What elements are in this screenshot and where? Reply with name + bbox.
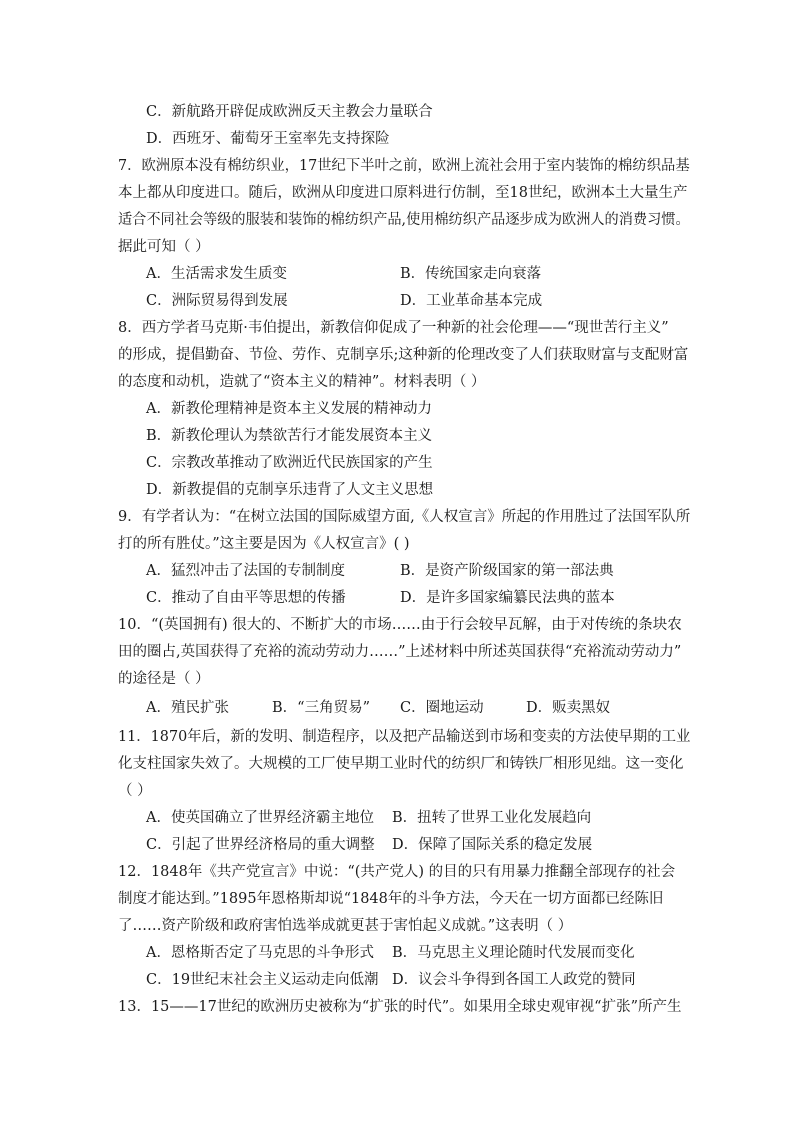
q10-option-d: D．贩卖黑奴 bbox=[526, 700, 611, 716]
q11-stem-line-1: 11．1870年后，新的发明、制造程序，以及把产品输送到市场和变卖的方法使早期的工业 bbox=[118, 729, 691, 745]
q9-option-b: B．是资产阶级国家的第一部法典 bbox=[400, 563, 614, 579]
q12-option-c: C．19世纪末社会主义运动走向低潮 bbox=[146, 972, 379, 988]
q12-stem-line-3: 了……资产阶级和政府害怕选举成就更甚于害怕起义成就。”这表明（ ） bbox=[118, 918, 573, 934]
q12-option-a: A．恩格斯否定了马克思的斗争形式 bbox=[146, 945, 374, 961]
q8-option-a: A．新教伦理精神是资本主义发展的精神动力 bbox=[146, 401, 432, 417]
q9-option-d: D．是许多国家编纂民法典的蓝本 bbox=[400, 590, 615, 606]
q7-option-b: B．传统国家走向衰落 bbox=[400, 266, 542, 282]
q10-option-b: B．“三角贸易” bbox=[272, 700, 370, 716]
q10-stem-line-2: 田的圈占,英国获得了充裕的流动劳动力……”上述材料中所述英国获得“充裕流动劳动力” bbox=[118, 644, 682, 660]
q12-stem-line-2: 制度才能达到。”1895年恩格斯却说“1848年的斗争方法，今天在一切方面都已经陈旧 bbox=[118, 891, 664, 907]
q10-option-c: C．圈地运动 bbox=[400, 700, 484, 716]
q7-stem-line-3: 适合不同社会等级的服装和装饰的棉纺织产品,使用棉纺织产品逐步成为欧洲人的消费习惯。 bbox=[118, 212, 690, 228]
q10-option-a: A．殖民扩张 bbox=[146, 700, 229, 716]
q10-stem-line-3: 的途径是（ ） bbox=[118, 671, 210, 687]
q12-stem-line-1: 12．1848年《共产党宣言》中说：“(共产党人) 的目的只有用暴力推翻全部现存的社会 bbox=[118, 864, 676, 880]
q7-stem-line-4: 据此可知（ ） bbox=[118, 239, 210, 255]
q8-option-d: D．新教提倡的克制享乐违背了人文主义思想 bbox=[146, 482, 434, 498]
q6-option-c: C．新航路开辟促成欧洲反天主教会力量联合 bbox=[146, 104, 433, 120]
q8-stem-line-1: 8．西方学者马克斯·韦伯提出，新教信仰促成了一种新的社会伦理——“现世苦行主义” bbox=[118, 320, 669, 336]
q9-option-a: A．猛烈冲击了法国的专制制度 bbox=[146, 563, 345, 579]
q11-option-c: C．引起了世界经济格局的重大调整 bbox=[146, 837, 375, 853]
q8-option-b: B．新教伦理认为禁欲苦行才能发展资本主义 bbox=[146, 428, 433, 444]
q10-stem-line-1: 10．“(英国拥有) 很大的、不断扩大的市场……由于行会较早瓦解，由于对传统的条块农 bbox=[118, 617, 682, 633]
q13-stem-line-1: 13．15——17世纪的欧洲历史被称为“扩张的时代”。如果用全球史观审视“扩张”所产生 bbox=[118, 999, 682, 1015]
q8-stem-line-3: 的态度和动机，造就了“资本主义的精神”。材料表明（ ） bbox=[118, 374, 486, 390]
q11-stem-line-3: （ ） bbox=[118, 783, 152, 799]
q8-stem-line-2: 的形成，提倡勤奋、节俭、劳作、克制享乐;这种新的伦理改变了人们获取财富与支配财富 bbox=[118, 347, 689, 363]
q6-option-d: D．西班牙、葡萄牙王室率先支持探险 bbox=[146, 131, 390, 147]
q11-stem-line-2: 化支柱国家失效了。大规模的工厂使早期工业时代的纺织厂和铸铁厂相形见绌。这一变化 bbox=[118, 756, 684, 772]
q7-stem-line-1: 7．欧洲原本没有棉纺织业，17世纪下半叶之前，欧洲上流社会用于室内装饰的棉纺织品基 bbox=[118, 158, 690, 174]
q9-option-c: C．推动了自由平等思想的传播 bbox=[146, 590, 346, 606]
q12-option-d: D．议会斗争得到各国工人政党的赞同 bbox=[392, 972, 636, 988]
q11-option-a: A．使英国确立了世界经济霸主地位 bbox=[146, 810, 374, 826]
q7-option-d: D．工业革命基本完成 bbox=[400, 293, 543, 309]
q7-stem-line-2: 本上都从印度进口。随后，欧洲从印度进口原料进行仿制，至18世纪，欧洲本土大量生产 bbox=[118, 185, 688, 201]
q7-option-a: A．生活需求发生质变 bbox=[146, 266, 287, 282]
q9-stem-line-1: 9．有学者认为：“在树立法国的国际威望方面,《人权宣言》所起的作用胜过了法国军队所 bbox=[118, 509, 691, 525]
q11-option-d: D．保障了国际关系的稳定发展 bbox=[392, 837, 593, 853]
q9-stem-line-2: 打的所有胜仗。”这主要是因为《人权宣言》( ) bbox=[118, 536, 410, 552]
q7-option-c: C．洲际贸易得到发展 bbox=[146, 293, 288, 309]
q11-option-b: B．扭转了世界工业化发展趋向 bbox=[392, 810, 592, 826]
q12-option-b: B．马克思主义理论随时代发展而变化 bbox=[392, 945, 635, 961]
q8-option-c: C．宗教改革推动了欧洲近代民族国家的产生 bbox=[146, 455, 433, 471]
